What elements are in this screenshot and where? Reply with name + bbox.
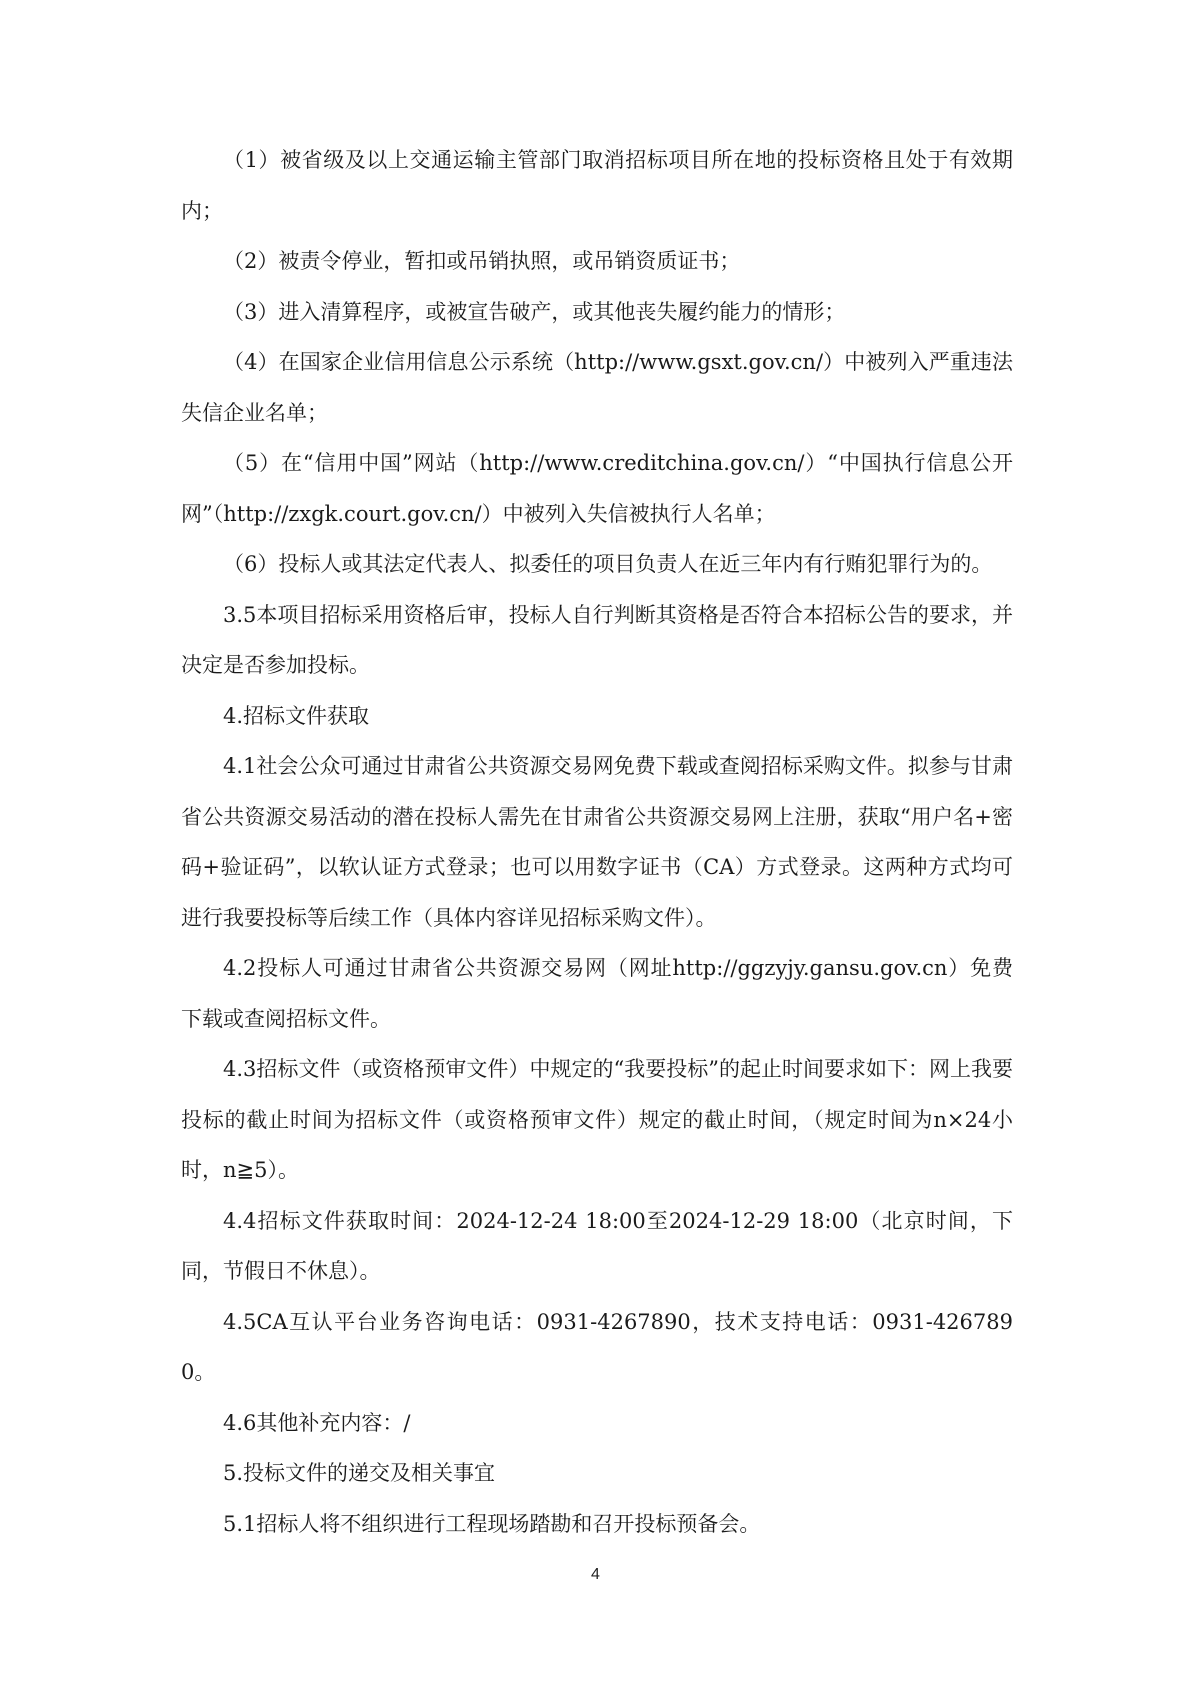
paragraph-qualification-review: 3.5本项目招标采用资格后审，投标人自行判断其资格是否符合本招标公告的要求，并决定是否参加投标。 (181, 602, 1013, 677)
paragraph-disqualification-3: （3）进入清算程序，或被宣告破产，或其他丧失履约能力的情形； (223, 299, 846, 324)
paragraph-disqualification-5: （5）在“信用中国”网站（http://www.creditchina.gov.cn/）“中国执行信息公开网”（http://zxgk.court.gov.cn/）中被列入失信被执行人名单； (181, 451, 1013, 526)
paragraph-4-2: 4.2投标人可通过甘肃省公共资源交易网（网址http://ggzyjy.gansu.gov.cn）免费下载或查阅招标文件。 (181, 956, 1013, 1031)
paragraph-disqualification-1: （1）被省级及以上交通运输主管部门取消招标项目所在地的投标资格且处于有效期内； (181, 148, 1013, 223)
paragraph-disqualification-4: （4）在国家企业信用信息公示系统（http://www.gsxt.gov.cn/）中被列入严重违法失信企业名单； (181, 350, 1013, 425)
paragraph-4-5: 4.5CA互认平台业务咨询电话：0931-4267890，技术支持电话：0931-4267890。 (181, 1309, 1013, 1384)
document-body (181, 135, 1013, 1549)
paragraph-disqualification-6: （6）投标人或其法定代表人、拟委任的项目负责人在近三年内有行贿犯罪行为的。 (223, 552, 993, 576)
paragraph-4-1: 4.1社会公众可通过甘肃省公共资源交易网免费下载或查阅招标采购文件。拟参与甘肃省公共资源交易活动的潜在投标人需先在甘肃省公共资源交易网上注册，获取“用户名+密码+验证码”，以软认证方式登录；也可以用数字证书（CA）方式登录。这两种方式均可进行我要投标等后续工作（具体内容详见招标采购文件）。 (181, 754, 1013, 930)
paragraph-disqualification-2: （2）被责令停业，暂扣或吊销执照，或吊销资质证书； (223, 249, 741, 273)
section-heading-bid-submission: 5.投标文件的递交及相关事宜 (223, 1461, 496, 1485)
paragraph-4-6: 4.6其他补充内容：/ (223, 1410, 411, 1435)
section-heading-document-acquisition: 4.招标文件获取 (223, 703, 370, 728)
paragraph-4-4: 4.4招标文件获取时间：2024-12-24 18:00至2024-12-29 18:00（北京时间，下同，节假日不休息）。 (181, 1208, 1013, 1283)
paragraph-5-1: 5.1招标人将不组织进行工程现场踏勘和召开投标预备会。 (223, 1511, 761, 1536)
paragraph-4-3: 4.3招标文件（或资格预审文件）中规定的“我要投标”的起止时间要求如下：网上我要投标的截止时间为招标文件（或资格预审文件）规定的截止时间，（规定时间为n×24小时，n≧5）。 (181, 1057, 1013, 1182)
page-number: 4 (591, 1566, 600, 1583)
